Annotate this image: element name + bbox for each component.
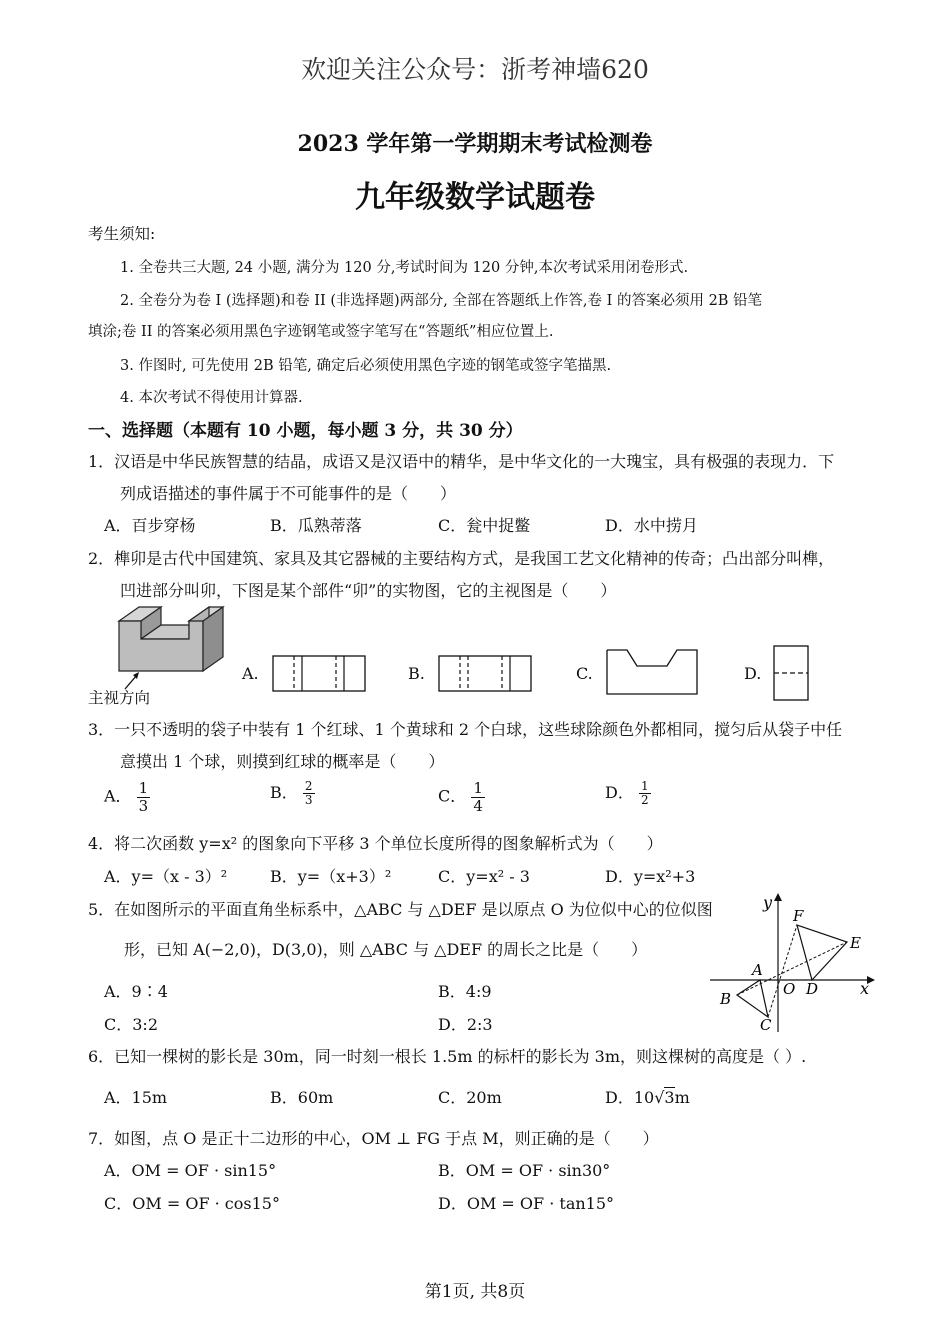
option-a: A．百步穿杨 (104, 516, 196, 535)
option-b (270, 780, 315, 807)
fraction-denominator: 2 (640, 793, 649, 808)
fraction-denominator: 3 (304, 793, 313, 808)
fraction (471, 780, 485, 814)
option-b: B．4:9 (438, 982, 492, 1001)
option-c: C．20m (438, 1088, 502, 1107)
watermark-text: 欢迎关注公众号：浙考神墙620 (301, 55, 649, 84)
axis-label-x: x (860, 979, 870, 998)
question-5-line1: 5．在如图所示的平面直角坐标系中，△ABC 与 △DEF 是以原点 O 为位似中心的位似图 (88, 900, 713, 919)
option-c: C．瓮中捉鳖 (438, 516, 531, 535)
option-a: A．15m (104, 1088, 168, 1107)
point-label-e: E (850, 934, 861, 952)
notice-item: 1. 全卷共三大题, 24 小题, 满分为 120 分,考试时间为 120 分钟,本次考试采用闭卷形式. (120, 260, 689, 276)
option-label: D． (605, 783, 634, 803)
option-d (605, 1085, 690, 1108)
radicand: 3 (664, 1088, 675, 1107)
option-label: C． (438, 786, 467, 806)
option-d: D．y=x²+3 (605, 867, 696, 886)
paper-title: 九年级数学试题卷 (355, 180, 595, 215)
point-label-b: B (720, 990, 732, 1008)
option-c: C．y=x² - 3 (438, 867, 530, 886)
exam-title: 2023 学年第一学期期末考试检测卷 (297, 131, 653, 157)
option-a-figure (272, 655, 367, 692)
option-c-figure (605, 648, 700, 696)
notice-item: 4. 本次考试不得使用计算器. (120, 390, 303, 406)
unit: m (674, 1088, 690, 1107)
fraction (137, 780, 151, 814)
question-4-line1: 4．将二次函数 y=x² 的图象向下平移 3 个单位长度所得的图象解析式为（ ） (88, 834, 663, 853)
option-a: A．9∶4 (104, 982, 168, 1001)
option-b: B. (408, 664, 425, 683)
fraction (639, 780, 651, 807)
option-b: B．瓜熟蒂落 (270, 516, 362, 535)
sqrt-symbol: √ (654, 1088, 665, 1107)
fraction-denominator: 3 (138, 796, 149, 815)
option-a: A．y=（x - 3）² (104, 867, 228, 886)
option-b: B．60m (270, 1088, 334, 1107)
similar-triangles-figure (705, 890, 880, 1035)
fraction-denominator: 4 (473, 796, 483, 815)
option-b: B．y=（x+3）² (270, 867, 392, 886)
view-direction-label: 主视方向 (88, 689, 151, 707)
option-b-figure (438, 655, 533, 692)
option-d: D．OM = OF · tan15° (438, 1194, 615, 1213)
option-b: B．OM = OF · sin30° (438, 1161, 611, 1180)
fraction-numerator: 2 (304, 779, 313, 793)
option-d (605, 780, 651, 807)
radical-coefficient: 10 (633, 1088, 655, 1107)
option-c: C. (576, 664, 593, 683)
notice-heading: 考生须知: (88, 225, 156, 243)
question-5-line2: 形，已知 A(−2,0)，D(3,0)，则 △ABC 与 △DEF 的周长之比是（ ） (124, 940, 648, 959)
fraction (303, 780, 315, 807)
question-2-line1: 2．榫卯是古代中国建筑、家具及其它器械的主要结构方式，是我国工艺文化精神的传奇；凸出部分叫榫， (88, 549, 835, 568)
question-3-line2: 意摸出 1 个球，则摸到红球的概率是（ ） (120, 752, 445, 771)
option-a (104, 780, 150, 814)
option-c (438, 780, 485, 814)
option-d: D．2:3 (438, 1015, 493, 1034)
option-a: A. (242, 664, 259, 683)
page-footer: 第1页, 共8页 (424, 1282, 526, 1302)
option-label: B． (270, 783, 298, 803)
option-label: A． (104, 786, 132, 806)
question-7-line1: 7．如图，点 O 是正十二边形的中心，OM ⊥ FG 于点 M，则正确的是（ ） (88, 1129, 659, 1148)
fraction-numerator: 1 (138, 779, 149, 797)
section-heading: 一、选择题（本题有 10 小题，每小题 3 分，共 30 分） (88, 421, 523, 441)
question-6-line1: 6．已知一棵树的影长是 30m，同一时刻一根长 1.5m 的标杆的影长为 3m，则这棵树的高度是（ ）. (88, 1047, 807, 1066)
question-1-line1: 1．汉语是中华民族智慧的结晶，成语又是汉语中的精华，是中华文化的一大瑰宝，具有极强的表现力．下 (88, 452, 835, 471)
option-label: D． (605, 1088, 634, 1107)
axis-label-y: y (763, 893, 773, 912)
point-label-c: C (760, 1016, 772, 1034)
fraction-numerator: 1 (640, 779, 649, 793)
notice-item: 3. 作图时, 可先使用 2B 铅笔, 确定后必须使用黑色字迹的钢笔或签字笔描黑. (120, 358, 612, 374)
notice-item: 填涂;卷 II 的答案必须用黑色字迹钢笔或签字笔写在“答题纸”相应位置上. (88, 324, 554, 340)
point-label-d: D (806, 980, 819, 998)
point-label-a: A (752, 961, 763, 979)
option-c: C．OM = OF · cos15° (104, 1194, 280, 1213)
point-label-o: O (783, 980, 796, 998)
option-d: D. (744, 664, 762, 683)
point-label-f: F (793, 907, 804, 925)
option-a: A．OM = OF · sin15° (104, 1161, 277, 1180)
question-3-line1: 3．一只不透明的袋子中装有 1 个红球、1 个黄球和 2 个白球，这些球除颜色外都相同，搅匀后从袋子中任 (88, 720, 843, 739)
option-d: D．水中捞月 (605, 516, 698, 535)
question-1-line2: 列成语描述的事件属于不可能事件的是（ ） (120, 484, 457, 503)
fraction-numerator: 1 (473, 779, 483, 797)
option-d-figure (772, 644, 812, 702)
mortise-block-figure (105, 605, 235, 690)
option-c: C．3:2 (104, 1015, 158, 1034)
question-2-line2: 凹进部分叫卯，下图是某个部件“卯”的实物图，它的主视图是（ ） (120, 581, 617, 600)
notice-item: 2. 全卷分为卷 I (选择题)和卷 II (非选择题)两部分, 全部在答题纸上作答,卷 I 的答案必须用 2B 铅笔 (120, 293, 763, 309)
